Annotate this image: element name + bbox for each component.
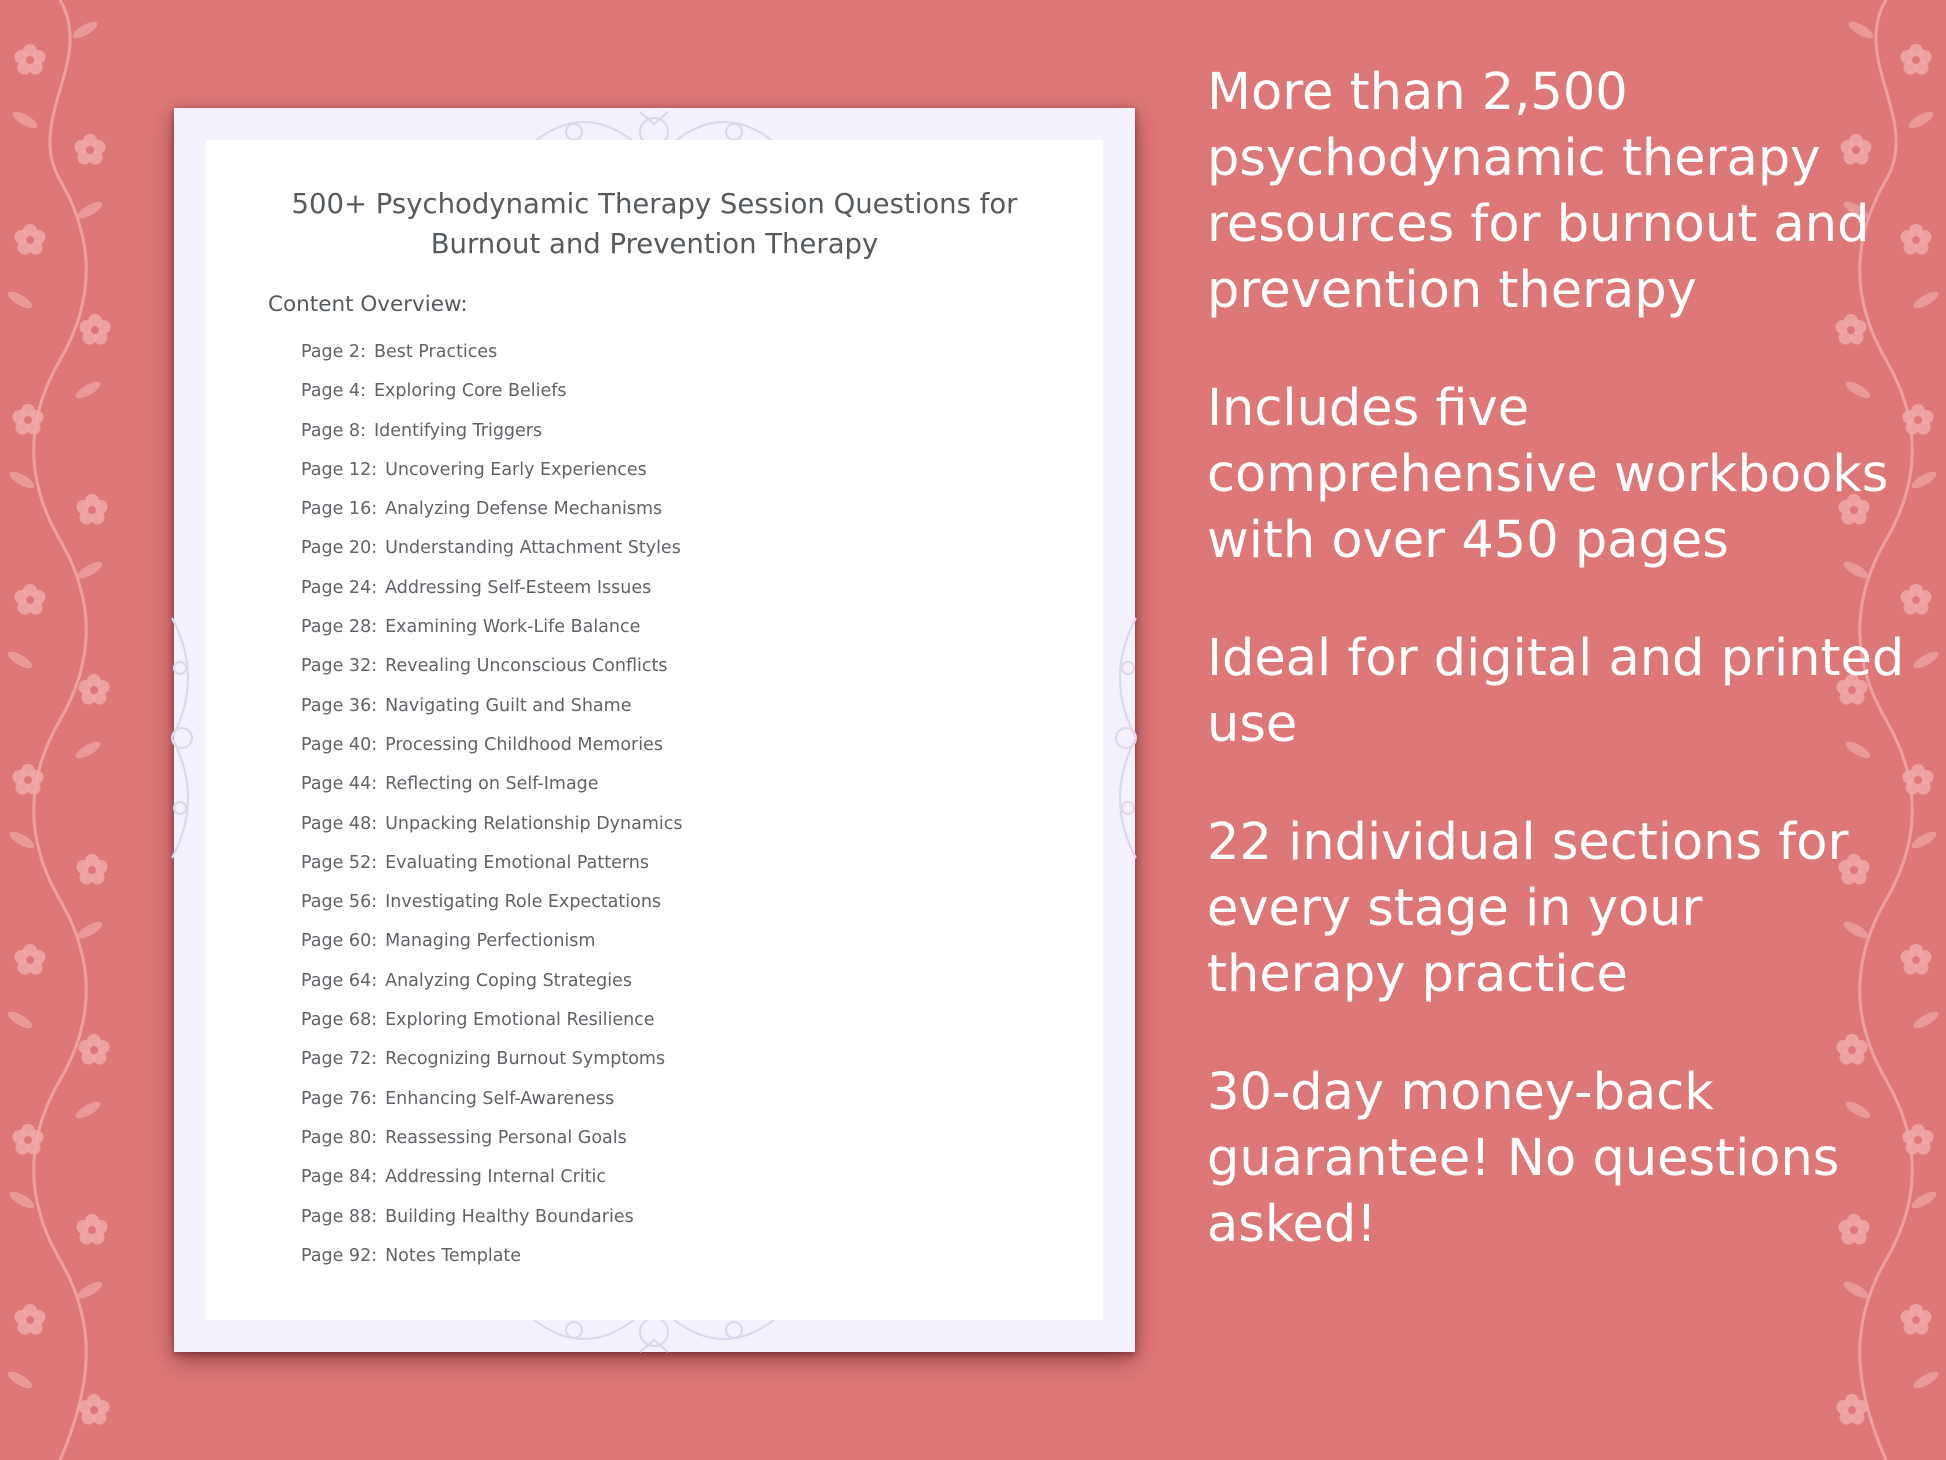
toc-item [301,929,683,968]
toc-page-number: Page 92: [301,1245,378,1266]
toc-page-number: Page 2: [301,342,366,362]
toc-page-number: Page 8: [301,420,366,441]
toc-topic: Addressing Self-Esteem Issues [385,577,652,598]
toc-page-number: Page 72: [301,1049,378,1070]
document-title-line-1: 500+ Psychodynamic Therapy Session Questions for [291,188,1018,220]
toc-topic: Evaluating Emotional Patterns [385,852,649,873]
toc-item [301,419,683,458]
toc-page-number: Page 56: [301,892,378,913]
toc-item [301,1047,683,1086]
toc-topic: Building Healthy Boundaries [385,1206,634,1227]
toc-item [301,379,683,418]
toc-item [301,1008,683,1047]
toc-item [301,497,683,536]
toc-topic: Enhancing Self-Awareness [385,1088,615,1109]
floral-vine-left-icon [0,0,130,1460]
toc-item [301,890,683,929]
toc-topic: Investigating Role Expectations [385,892,662,913]
toc-topic: Exploring Emotional Resilience [385,1010,655,1031]
toc-page-number: Page 16: [301,499,378,520]
toc-item [301,1165,683,1204]
feature-item: Includes five comprehensive workbooks with over 450 pages [1207,379,1889,570]
toc-topic: Processing Childhood Memories [385,734,663,755]
toc-topic: Notes Template [385,1245,522,1266]
toc-item [301,615,683,654]
toc-item [301,576,683,615]
toc-item [301,536,683,575]
toc-item [301,969,683,1008]
toc-item [301,733,683,772]
toc-item [301,1087,683,1126]
toc-page-number: Page 76: [301,1088,378,1109]
toc-item [301,654,683,693]
toc-topic: Managing Perfectionism [385,931,596,952]
toc-topic: Analyzing Coping Strategies [385,970,632,991]
toc-item [301,812,683,851]
toc-topic: Reflecting on Self-Image [385,774,599,795]
toc-page-number: Page 32: [301,656,378,677]
feature-item: 22 individual sections for every stage in your therapy practice [1207,813,1849,1004]
toc-page-number: Page 36: [301,695,378,716]
toc-page-number: Page 52: [301,852,378,873]
toc-topic: Revealing Unconscious Conflicts [385,656,668,677]
toc-page-number: Page 48: [301,813,378,834]
toc-topic: Reassessing Personal Goals [385,1127,627,1148]
toc-item [301,694,683,733]
toc-page-number: Page 68: [301,1010,378,1031]
toc-page-number: Page 24: [301,577,378,598]
mandala-ornament-icon [514,1318,794,1358]
toc-page-number: Page 4: [301,381,366,402]
toc-page-number: Page 28: [301,617,378,638]
feature-list [1207,60,1907,1310]
toc-page-number: Page 84: [301,1167,378,1188]
document-preview [174,108,1135,1352]
feature-item: Ideal for digital and printed use [1207,629,1905,754]
toc-page-number: Page 44: [301,774,378,795]
content-overview-label: Content Overview: [268,292,468,317]
toc-topic: Unpacking Relationship Dynamics [385,813,683,834]
toc-item [301,340,683,379]
toc-topic: Analyzing Defense Mechanisms [385,499,663,520]
feature-item: 30-day money-back guarantee! No questions asked! [1207,1063,1840,1254]
toc-topic: Best Practices [373,342,498,362]
toc-page-number: Page 20: [301,538,378,559]
toc-topic: Addressing Internal Critic [385,1167,607,1188]
toc-page-number: Page 88: [301,1206,378,1227]
toc-page-number: Page 64: [301,970,378,991]
mandala-ornament-icon [1104,608,1138,868]
toc-page-number: Page 12: [301,459,378,480]
toc-page-number: Page 80: [301,1127,378,1148]
toc-topic: Exploring Core Beliefs [373,381,567,402]
mandala-ornament-icon [514,102,794,144]
toc-item [301,458,683,497]
table-of-contents [301,340,683,1283]
toc-item [301,1126,683,1165]
toc-topic: Navigating Guilt and Shame [385,695,632,716]
toc-topic: Understanding Attachment Styles [385,538,681,559]
toc-page-number: Page 40: [301,734,378,755]
document-title [206,184,1103,264]
toc-topic: Examining Work-Life Balance [385,617,641,638]
toc-page-number: Page 60: [301,931,378,952]
toc-item [301,1244,683,1283]
mandala-ornament-icon [170,608,204,868]
feature-item: More than 2,500 psychodynamic therapy resources for burnout and prevention therapy [1207,63,1870,320]
toc-item [301,1205,683,1244]
toc-topic: Uncovering Early Experiences [385,459,647,480]
toc-topic: Recognizing Burnout Symptoms [385,1049,666,1070]
document-title-line-2: Burnout and Prevention Therapy [430,228,879,260]
toc-item [301,772,683,811]
toc-topic: Identifying Triggers [373,420,543,441]
document-sheet [206,140,1103,1320]
toc-item [301,851,683,890]
